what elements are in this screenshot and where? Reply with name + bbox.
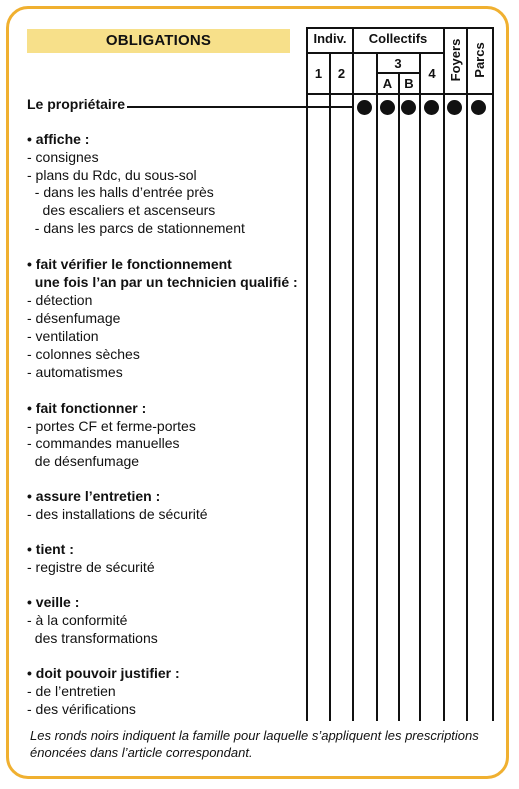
obligation-heading: • veille : [27,594,80,610]
dot-coll-4 [424,100,439,115]
obligation-item: - plans du Rdc, du sous-sol [27,167,197,183]
obligation-item: - désenfumage [27,310,121,326]
obligation-heading: une fois l’an par un technicien qualifié : [27,274,298,290]
grid-v-1 [329,54,331,721]
header-col-3b: B [404,76,414,91]
obligation-item: - automatismes [27,364,123,380]
obligation-heading: • doit pouvoir justifier : [27,665,180,681]
obligation-item: - registre de sécurité [27,559,155,575]
owner-label: Le propriétaire [27,96,126,112]
grid-v-left [306,27,308,721]
grid-v-foyers [466,27,468,721]
grid-v-right [492,27,494,721]
obligation-heading: • affiche : [27,131,90,147]
obligation-item: - à la conformité [27,612,128,628]
obligation-heading: • assure l’entretien : [27,488,161,504]
page-title: OBLIGATIONS [105,32,212,49]
dot-foyers [447,100,462,115]
owner-leader-line [127,106,353,108]
obligation-heading: • tient : [27,541,74,557]
grid-v-2 [376,54,378,721]
header-col-4: 4 [428,66,436,81]
dot-coll-3a [380,100,395,115]
dot-parcs [471,100,486,115]
card-frame [6,6,509,779]
grid-v-3ab [398,72,400,721]
obligation-item: - de l’entretien [27,683,116,699]
obligation-heading: • fait fonctionner : [27,400,147,416]
obligation-item: - des vérifications [27,701,136,717]
header-foyers: Foyers [448,38,463,82]
grid-v-4 [443,27,445,721]
obligation-item: - colonnes sèches [27,346,140,362]
obligation-item: - dans les parcs de stationnement [27,220,245,236]
obligation-item: - portes CF et ferme-portes [27,418,196,434]
header-col-3a: A [382,76,393,91]
grid-top-line [306,27,492,29]
obligation-item: - des installations de sécurité [27,506,208,522]
obligation-item: des transformations [27,630,158,646]
obligation-item: - détection [27,292,93,308]
footnote: Les ronds noirs indiquent la famille pour laquelle s’appliquent les prescriptions énoncées dans l’article correspondant. [30,728,479,760]
obligation-item: des escaliers et ascenseurs [27,202,216,218]
obligation-item: - dans les halls d’entrée près [27,184,214,200]
header-collectifs: Collectifs [368,31,428,46]
grid-v-indiv [352,27,354,721]
obligation-item: - commandes manuelles [27,435,180,451]
header-col-1: 1 [314,66,323,81]
header-col-3: 3 [394,56,402,71]
obligation-heading: • fait vérifier le fonctionnement [27,256,232,272]
header-parcs: Parcs [472,42,487,78]
header-col-2: 2 [337,66,346,81]
obligation-item: - consignes [27,149,99,165]
header-indiv: Indiv. [313,31,347,46]
obligation-item: - ventilation [27,328,99,344]
dot-coll-2 [357,100,372,115]
grid-sub-line [306,52,443,54]
grid-v-3 [419,54,421,721]
dot-coll-3b [401,100,416,115]
obligation-item: de désenfumage [27,453,140,469]
